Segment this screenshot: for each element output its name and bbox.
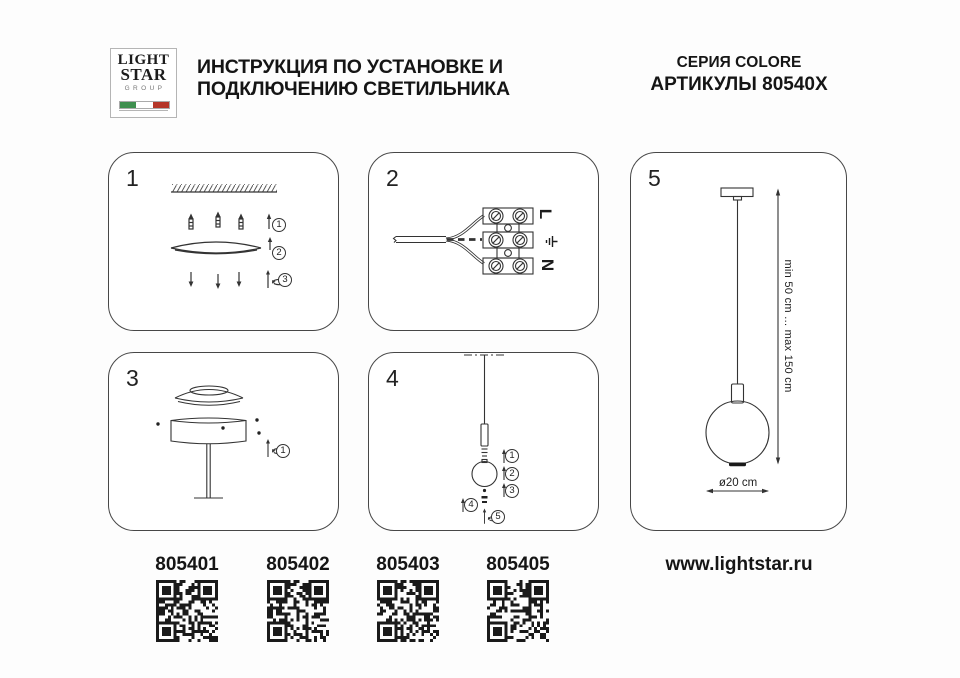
diameter-dimension-line (706, 489, 769, 493)
series-name: СЕРИЯ COLORE (676, 54, 802, 71)
ceiling-plate (721, 188, 753, 197)
canopy-plate (171, 242, 261, 254)
glass-sphere (706, 401, 769, 464)
page-title (197, 56, 510, 100)
panel-number: 3 (126, 365, 139, 391)
panel-number: 1 (126, 165, 139, 191)
pendant-assembly-diagram (369, 353, 598, 530)
italian-flag-icon (119, 101, 170, 109)
diameter-dimension-label: ø20 cm (718, 477, 758, 489)
step-marker: 4 (464, 498, 478, 512)
flag-white-segment (136, 102, 152, 108)
ceiling-hatch (171, 184, 277, 192)
qr-code (267, 580, 329, 642)
wiring-diagram (369, 153, 598, 330)
panel-number: 4 (386, 365, 399, 391)
panel-number: 2 (386, 165, 399, 191)
step-marker: 5 (491, 510, 505, 524)
drum-shade (171, 418, 246, 444)
terminal-label-neutral: N (538, 258, 558, 272)
logo-group-text: GROUP (124, 85, 166, 92)
height-dimension-label: min 50 cm ... max 150 cm (782, 259, 794, 393)
step-panel-3 (108, 352, 339, 531)
screw-anchor-icons-up (188, 212, 243, 230)
article-number: 805402 (266, 554, 330, 575)
earth-icon (540, 235, 559, 249)
step-panel-2 (368, 152, 599, 331)
step-marker: 1 (505, 449, 519, 463)
step-panel-4 (368, 352, 599, 531)
qr-code (156, 580, 218, 642)
sphere-base (729, 463, 746, 467)
lightstar-logo (110, 48, 177, 118)
website-url: www.lightstar.ru (665, 554, 813, 575)
arrow-up-icon (268, 237, 272, 250)
step-marker: 1 (272, 218, 286, 232)
wires (446, 216, 484, 264)
ceiling-mount-diagram (109, 153, 338, 330)
step-marker: 2 (505, 467, 519, 481)
arrow-up-icon (267, 214, 271, 230)
flag-red-segment (153, 102, 169, 108)
cord-grip (734, 197, 742, 201)
socket-tube (732, 384, 744, 403)
terminal-block (483, 208, 533, 274)
step-marker: 3 (278, 273, 292, 287)
step-marker: 3 (505, 484, 519, 498)
page-title-line2: ПОДКЛЮЧЕНИЮ СВЕТИЛЬНИКА (197, 78, 510, 100)
screw-icons-down (189, 272, 242, 289)
qr-code (377, 580, 439, 642)
logo-light-text: LIGHT (117, 52, 170, 68)
shade-assembly-diagram (109, 353, 338, 530)
stem-rod (194, 444, 223, 498)
glass-sphere (472, 462, 497, 487)
step-panel-1 (108, 152, 339, 331)
dimensions-panel (630, 152, 847, 531)
article-number: 805405 (486, 554, 550, 575)
article-number: 805401 (155, 554, 219, 575)
bottom-fittings (482, 489, 488, 503)
height-dimension-line (776, 189, 780, 465)
articles-code: АРТИКУЛЫ 80540X (650, 74, 828, 95)
page-title-line1: ИНСТРУКЦИЯ ПО УСТАНОВКЕ И (197, 56, 503, 78)
flag-green-segment (120, 102, 136, 108)
article-number: 805403 (376, 554, 440, 575)
qr-code (487, 580, 549, 642)
logo-underline (119, 110, 168, 111)
socket-tube (481, 424, 488, 463)
canopy-dish (175, 386, 243, 405)
terminal-label-live: L (536, 208, 556, 220)
panel-number: 5 (648, 165, 661, 191)
series-block (630, 53, 848, 97)
power-cable (394, 237, 447, 243)
pendant-dimensions-diagram (631, 153, 846, 530)
step-marker: 2 (272, 246, 286, 260)
step-marker: 1 (276, 444, 290, 458)
logo-star-text: STAR (120, 65, 167, 84)
